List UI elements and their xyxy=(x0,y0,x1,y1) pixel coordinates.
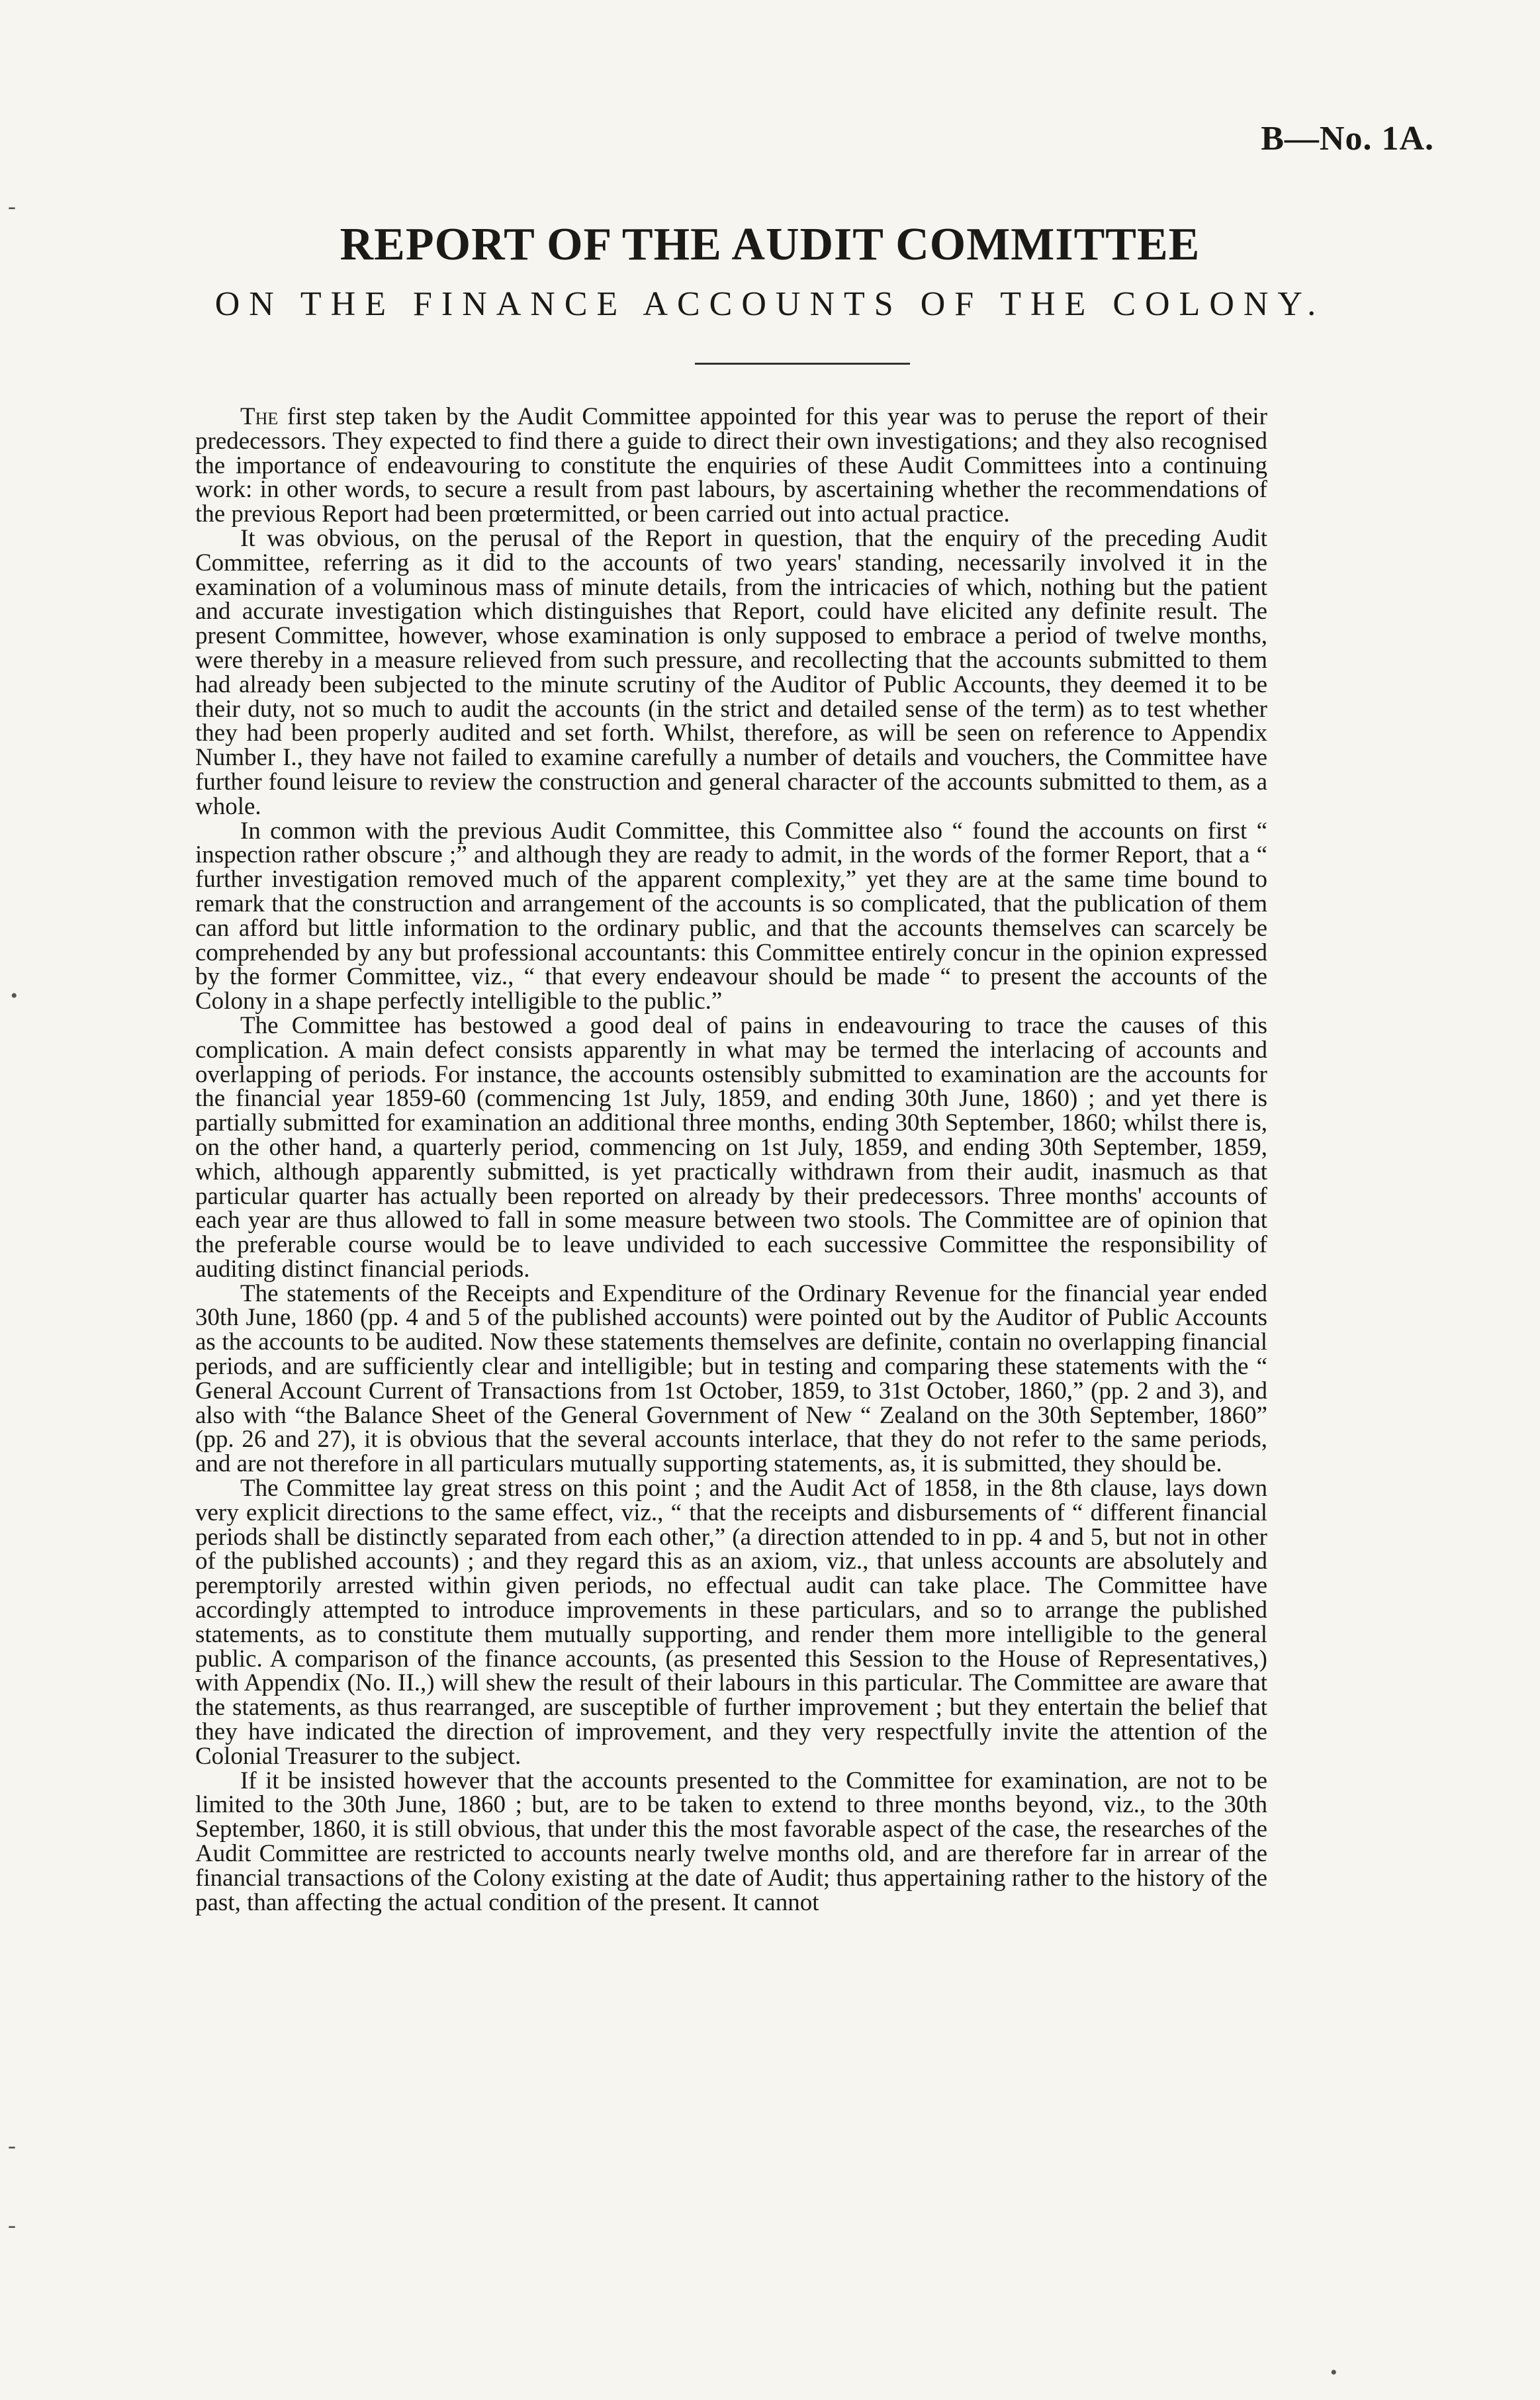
paragraph-text: first step taken by the Audit Committee appointed for this year was to peruse the report of their predecessors. They expected to find there a guide to direct their own investigations; and they also recognised the importance of endeavouring to constitute the enquiries of these Audit Committees into a continuing work: in other words, to secure a result from past labours, by ascertaining whether the recommendations of the previous Report had been prœtermitted, or been carried out into actual practice. xyxy=(195,403,1267,528)
report-title: REPORT OF THE AUDIT COMMITTEE xyxy=(340,219,1200,270)
report-body xyxy=(195,405,1267,1915)
margin-speck: • xyxy=(1330,2362,1337,2383)
margin-speck: • xyxy=(11,985,18,1007)
paragraph-4: The Committee has bestowed a good deal of pains in endeavouring to trace the causes of this complication. A main defect consists apparently in what may be termed the interlacing of accounts and overlapping of periods. For instance, the accounts ostensibly submitted to examination are the accounts for the financial year 1859-60 (commencing 1st July, 1859, and ending 30th June, 1860) ; and yet there is partially submitted for examination an additional three months, ending 30th September, 1860; whilst there is, on the other hand, a quarterly period, commencing on 1st July, 1859, and ending 30th September, 1859, which, although apparently submitted, is yet practically withdrawn from their audit, inasmuch as that particular quarter has actually been reported on already by their predecessors. Three months' accounts of each year are thus allowed to fall in some measure between two stools. The Committee are of opinion that the preferable course would be to leave undivided to each successive Committee the responsibility of auditing distinct financial periods. xyxy=(195,1011,1267,1283)
paragraph-5: The statements of the Receipts and Expenditure of the Ordinary Revenue for the financial year ended 30th June, 1860 (pp. 4 and 5 of the published accounts) were pointed out by the Auditor of Public Accounts as the accounts to be audited. Now these statements themselves are definite, contain no overlapping financial periods, and are sufficiently clear and intelligible; but in testing and comparing these statements with the “ General Account Current of Transactions from 1st October, 1859, to 31st October, 1860,” (pp. 2 and 3), and also with “the Balance Sheet of the General Government of New “ Zealand on the 30th September, 1860” (pp. 26 and 27), it is obvious that the several accounts interlace, that they do not refer to the same periods, and are not therefore in all particulars mutually supporting statements, as, it is submitted, they should be. xyxy=(195,1279,1267,1478)
paragraph-7: If it be insisted however that the accounts presented to the Committee for examination, are not to be limited to the 30th June, 1860 ; but, are to be taken to extend to three months beyond, viz., to the 30th September, 1860, it is still obvious, that under this the most favorable aspect of the case, the researches of the Audit Committee are restricted to accounts nearly twelve months old, and are therefore far in arrear of the financial transactions of the Colony existing at the date of Audit; thus appertaining rather to the history of the past, than affecting the actual condition of the present. It cannot xyxy=(195,1767,1267,1916)
report-subtitle: ON THE FINANCE ACCOUNTS OF THE COLONY. xyxy=(214,285,1326,323)
paragraph-3: In common with the previous Audit Committee, this Committee also “ found the accounts on first “ inspection rather obscure ;” and although they are ready to admit, in the words of the former Report, that a “ further investigation removed much of the apparent complexity,” yet they are at the same time bound to remark that the construction and arrangement of the accounts is so complicated, that the publication of them can afford but little information to the ordinary public, and that the accounts themselves can scarcely be comprehended by any but professional accountants: this Committee entirely concur in the opinion expressed by the former Committee, viz., “ that every endeavour should be made “ to present the accounts of the Colony in a shape perfectly intelligible to the public.” xyxy=(195,817,1267,1015)
paragraph-first-word: The xyxy=(240,403,279,430)
document-number: B—No. 1A. xyxy=(1261,120,1434,158)
title-divider xyxy=(695,363,910,365)
margin-speck: - xyxy=(8,2132,16,2158)
margin-speck: - xyxy=(8,193,16,219)
margin-speck: - xyxy=(8,2211,16,2238)
paragraph-2: It was obvious, on the perusal of the Report in question, that the enquiry of the preceding Audit Committee, referring as it did to the accounts of two years' standing, necessarily involved it in the examination of a voluminous mass of minute details, from the intricacies of which, nothing but the patient and accurate investigation which distinguishes that Report, could have elicited any definite result. The present Committee, however, whose examination is only supposed to embrace a period of twelve months, were thereby in a measure relieved from such pressure, and recollecting that the accounts submitted to them had already been subjected to the minute scrutiny of the Auditor of Public Accounts, they deemed it to be their duty, not so much to audit the accounts (in the strict and detailed sense of the term) as to test whether they had been properly audited and set forth. Whilst, therefore, as will be seen on reference to Appendix Number I., they have not failed to examine carefully a number of details and vouchers, the Committee have further found leisure to review the construction and general character of the accounts submitted to them, as a whole. xyxy=(195,524,1267,820)
paragraph-1 xyxy=(195,405,1267,527)
paragraph-6: The Committee lay great stress on this point ; and the Audit Act of 1858, in the 8th clause, lays down very explicit directions to the same effect, viz., “ that the receipts and disbursements of “ different financial periods shall be distinctly separated from each other,” (a direction attended to in pp. 4 and 5, but not in other of the published accounts) ; and they regard this as an axiom, viz., that unless accounts are absolutely and peremptorily arrested within given periods, no effectual audit can take place. The Committee have accordingly attempted to introduce improvements in these particulars, and so to arrange the published statements, as to constitute them mutually supporting, and render them more intelligible to the general public. A comparison of the finance accounts, (as presented this Session to the House of Representatives,) with Appendix (No. II.,) will shew the result of their labours in this particular. The Committee are aware that the statements, as thus rearranged, are susceptible of further improvement ; but they entertain the belief that they have indicated the direction of improvement, and they very respectfully invite the attention of the Colonial Treasurer to the subject. xyxy=(195,1475,1267,1770)
